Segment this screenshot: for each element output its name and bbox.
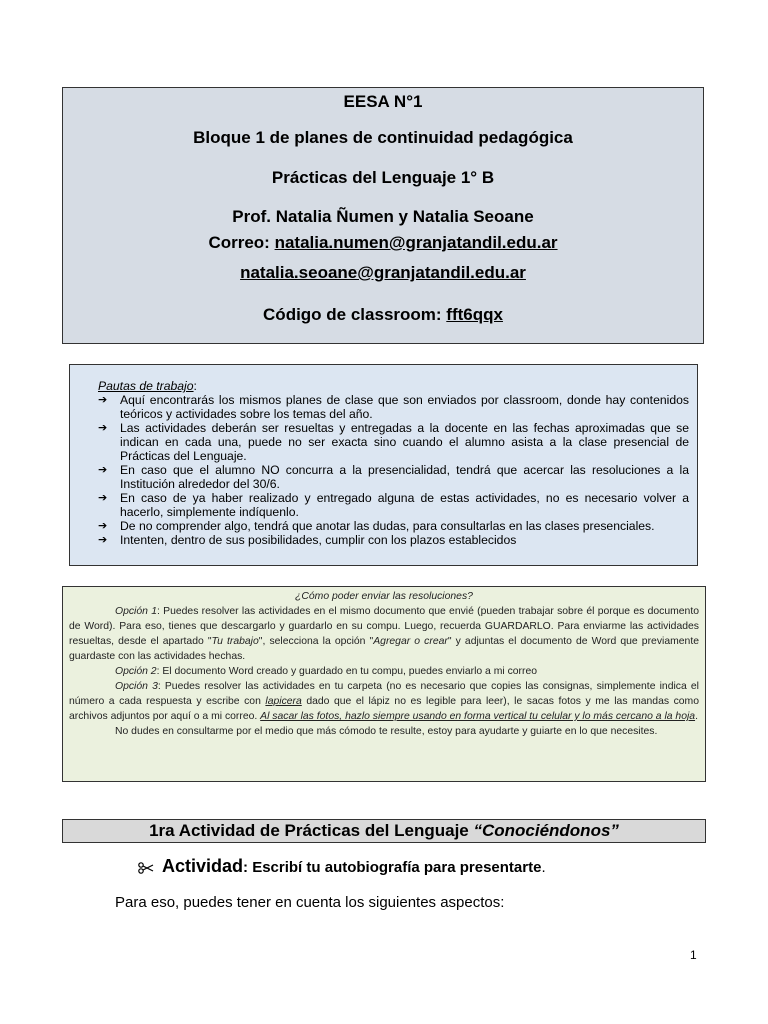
- option-2: [69, 664, 699, 679]
- header-box: [62, 87, 704, 344]
- option-3-end: .: [695, 711, 698, 722]
- envio-box: [62, 586, 706, 782]
- page-number: 1: [690, 948, 697, 962]
- email-line-2: [63, 263, 703, 283]
- arrow-right-icon: ➔: [98, 422, 108, 434]
- envio-title: ¿Cómo poder enviar las resoluciones?: [295, 591, 473, 602]
- activity-colon: :: [243, 859, 253, 876]
- classroom-code: fft6qqx: [446, 305, 503, 324]
- block-title: Bloque 1 de planes de continuidad pedagógica: [193, 128, 573, 147]
- tu-trabajo-term: Tu trabajo: [211, 636, 259, 647]
- option-1: [69, 604, 699, 664]
- subject-title: Prácticas del Lenguaje 1° B: [271, 168, 495, 187]
- arrow-right-icon: ➔: [98, 534, 108, 546]
- option-1-text: : Puedes resolver las actividades en el mismo documento que envié (pueden trabajar sobre él porque es documento de Word). Para eso, tienes que descargarlo y guardarlo en su compu. Luego, recuerda GUARDARLO. Para enviarme las actividades resueltas, desde el apartado ": [69, 606, 699, 647]
- pautas-heading: [98, 379, 689, 393]
- option-2-label: Opción 2: [115, 666, 157, 677]
- list-item-text: De no comprender algo, tendrá que anotar las dudas, para consultarlas en las clases presenciales.: [120, 519, 655, 533]
- scissors-icon: [138, 862, 154, 874]
- closing-text: No dudes en consultarme por el medio que más cómodo te resulte, estoy para ayudarte y guiarte en lo que necesites.: [115, 726, 658, 737]
- activity-line: [162, 856, 546, 877]
- pautas-list: [98, 393, 689, 547]
- pautas-title: Pautas de trabajo: [98, 379, 194, 393]
- option-2-text: : El documento Word creado y guardado en tu compu, puedes enviarlo a mi correo: [156, 666, 538, 677]
- option-1-text-c: " y adjuntas el documento de Word que previamente guardaste con las actividades hechas.: [69, 636, 699, 662]
- pautas-colon: :: [193, 379, 197, 393]
- arrow-right-icon: ➔: [98, 520, 108, 532]
- list-item: [98, 393, 689, 421]
- option-3: [69, 679, 699, 724]
- activity-banner-theme: “Conociéndonos”: [473, 821, 619, 840]
- activity-period: .: [541, 859, 546, 876]
- activity-label: Actividad: [162, 856, 244, 876]
- option-1-text-b: ", selecciona la opción ": [258, 636, 374, 647]
- agregar-crear-term: Agregar o crear: [373, 636, 448, 647]
- activity-intro: Para eso, puedes tener en cuenta los siguientes aspectos:: [115, 894, 505, 911]
- activity-banner-title: 1ra Actividad de Prácticas del Lenguaje: [149, 821, 474, 840]
- list-item: [98, 519, 689, 533]
- list-item-text: Las actividades deberán ser resueltas y entregadas a la docente en las fechas aproximadas que se indican en cada una, puede no ser exacta sino cuando el alumno asista a la clase presencial de Prácticas del Lenguaje.: [120, 421, 689, 463]
- activity-task: Escribí tu autobiografía para presentarte: [252, 859, 542, 876]
- lapicera-term: lapicera: [265, 696, 302, 707]
- list-item: [98, 463, 689, 491]
- list-item: [98, 491, 689, 519]
- activity-banner: [62, 819, 706, 843]
- option-1-label: Opción 1: [115, 606, 157, 617]
- list-item-text: Intenten, dentro de sus posibilidades, cumplir con los plazos establecidos: [120, 533, 517, 547]
- arrow-right-icon: ➔: [98, 492, 108, 504]
- option-3-text-b: dado que el lápiz no es legible para leer), le sacas fotos y me las mandas como archivos adjuntos por aquí o a mi correo.: [69, 696, 699, 722]
- arrow-right-icon: ➔: [98, 464, 108, 476]
- list-item: [98, 533, 689, 547]
- arrow-right-icon: ➔: [98, 394, 108, 406]
- option-3-label: Opción 3: [115, 681, 158, 692]
- pautas-box: [69, 364, 698, 566]
- list-item-text: En caso de ya haber realizado y entregado alguna de estas actividades, no es necesario volver a hacerlo, simplemente indíquenlo.: [120, 491, 689, 519]
- classroom-label: Código de classroom:: [263, 305, 442, 324]
- list-item-text: Aquí encontrarás los mismos planes de clase que son enviados por classroom, donde hay contenidos teóricos y actividades sobre los temas del año.: [120, 393, 689, 421]
- email-link-1[interactable]: natalia.numen@granjatandil.edu.ar: [274, 233, 558, 252]
- teachers: Prof. Natalia Ñumen y Natalia Seoane: [232, 207, 534, 226]
- photo-hint: Al sacar las fotos, hazlo siempre usando en forma vertical tu celular y lo más cercano a la hoja: [260, 711, 696, 722]
- email-line-1: [63, 233, 703, 253]
- email-link-2[interactable]: natalia.seoane@granjatandil.edu.ar: [240, 263, 526, 282]
- school-name: EESA N°1: [343, 92, 423, 111]
- list-item-text: En caso que el alumno NO concurra a la presencialidad, tendrá que acercar las resoluciones a la Institución alrededor del 30/6.: [120, 463, 689, 491]
- option-3-text: : Puedes resolver las actividades en tu carpeta (no es necesario que copies las consignas, simplemente indica el número a cada respuesta y escribe con: [69, 681, 699, 707]
- classroom-line: [63, 305, 703, 325]
- list-item: [98, 421, 689, 463]
- email-label: Correo:: [208, 233, 270, 252]
